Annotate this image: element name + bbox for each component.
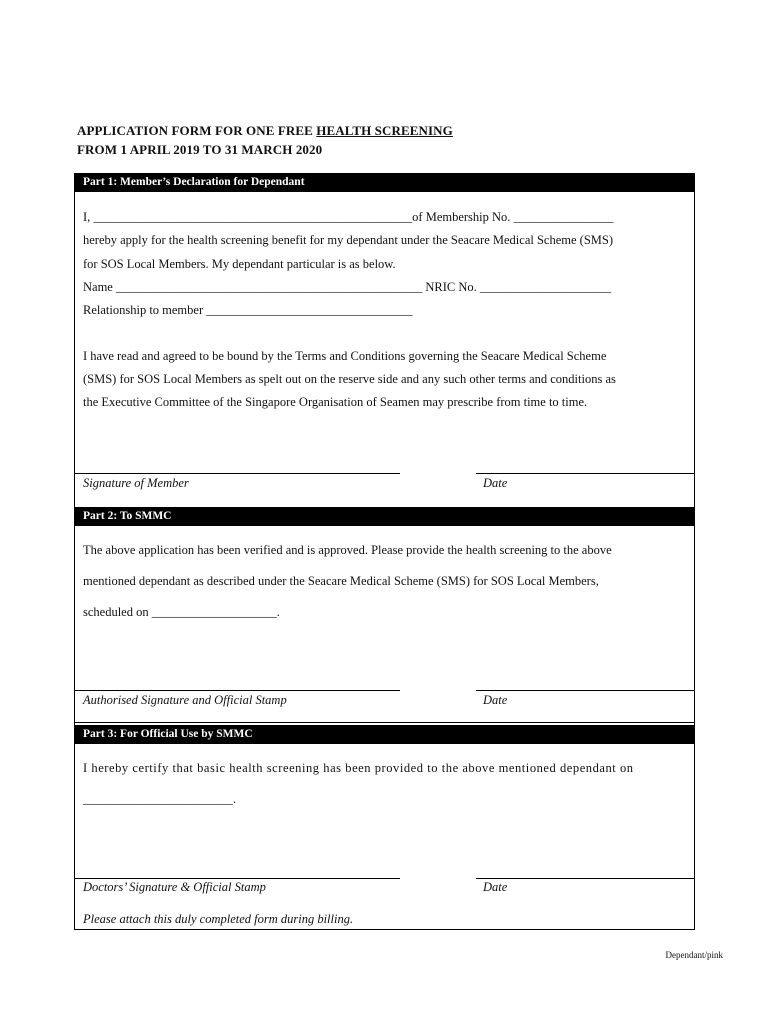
application-form: [74, 173, 695, 930]
part1-agree-line-3: the Executive Committee of the Singapore Organisation of Seamen may prescribe from time to time.: [83, 395, 588, 409]
part3-signature-label: Doctors’ Signature & Official Stamp: [83, 880, 266, 894]
part1-dependant-name-line[interactable]: Name _________________________________________________ NRIC No. _____________________: [83, 280, 612, 294]
part3-signature-line[interactable]: [75, 878, 400, 879]
part2-bottom-rule: [75, 722, 694, 723]
health-screening-underlined: HEALTH SCREENING: [316, 123, 453, 138]
part3-date-fill-line[interactable]: ________________________.: [83, 792, 237, 806]
part2-signature-line[interactable]: [75, 690, 400, 691]
part3-date-label: Date: [483, 880, 508, 894]
part1-signature-line[interactable]: [75, 473, 400, 474]
part2-header: Part 2: To SMMC: [75, 507, 694, 526]
part3-header: Part 3: For Official Use by SMMC: [75, 725, 694, 744]
part1-apply-text: hereby apply for the health screening benefit for my dependant under the Seacare Medical Scheme (SMS): [83, 233, 614, 247]
part2-line-1: The above application has been verified and is approved. Please provide the health screening to the above: [83, 543, 612, 557]
title-line-2: FROM 1 APRIL 2019 TO 31 MARCH 2020: [77, 142, 323, 157]
part2-scheduled-line[interactable]: scheduled on ____________________.: [83, 605, 280, 619]
part1-agree-line-2: (SMS) for SOS Local Members as spelt out on the reserve side and any such other terms and conditions as: [83, 372, 616, 386]
footer-tag: Dependant/pink: [665, 950, 723, 960]
part2-signature-label: Authorised Signature and Official Stamp: [83, 693, 287, 707]
part2-date-line[interactable]: [476, 690, 694, 691]
part1-header: Part 1: Member’s Declaration for Dependant: [75, 173, 694, 192]
part1-relationship-line[interactable]: Relationship to member _________________________________: [83, 303, 413, 317]
part3-attach-note: Please attach this duly completed form during billing.: [83, 912, 354, 926]
part1-date-line[interactable]: [476, 473, 694, 474]
part1-sos-text: for SOS Local Members. My dependant particular is as below.: [83, 257, 396, 271]
part2-line-2: mentioned dependant as described under the Seacare Medical Scheme (SMS) for SOS Local Members,: [83, 574, 599, 588]
title-line-1: APPLICATION FORM FOR ONE FREE HEALTH SCREENING: [77, 123, 453, 138]
part1-agree-line-1: I have read and agreed to be bound by the Terms and Conditions governing the Seacare Medical Scheme: [83, 349, 607, 363]
part1-date-label: Date: [483, 476, 508, 490]
part3-line-1: I hereby certify that basic health screening has been provided to the above mentioned dependant on: [83, 761, 634, 775]
part1-signature-label: Signature of Member: [83, 476, 189, 490]
part1-member-name-line[interactable]: I, ___________________________________________________of Membership No. ________________: [83, 210, 614, 224]
part2-date-label: Date: [483, 693, 508, 707]
part3-date-line[interactable]: [476, 878, 694, 879]
form-title: [77, 121, 453, 159]
